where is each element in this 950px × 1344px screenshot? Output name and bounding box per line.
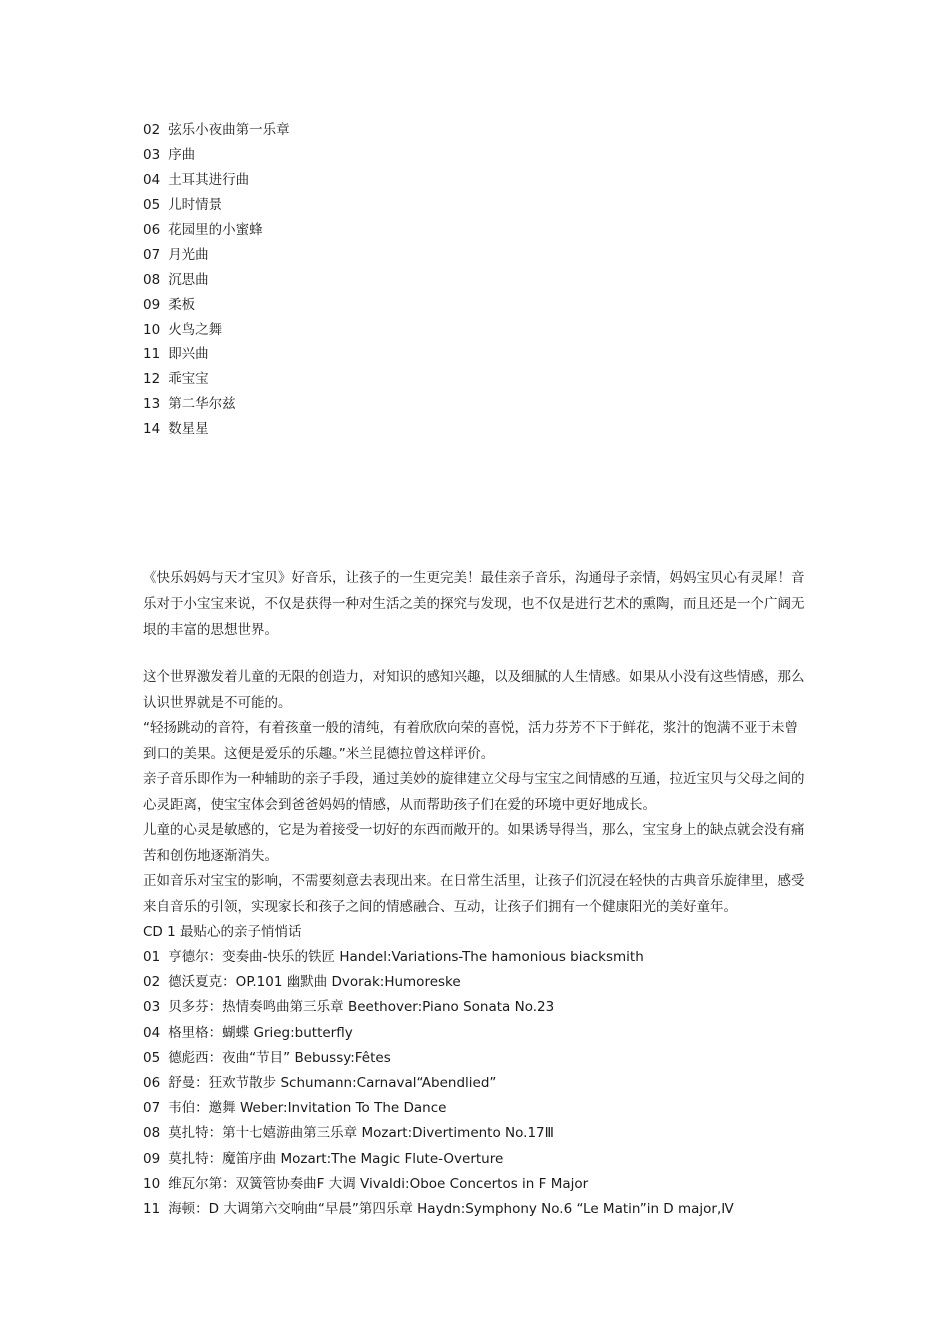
- list-item: [143, 1147, 808, 1172]
- track-title: 海顿：D 大调第六交响曲“早晨”第四乐章 Haydn:Symphony No.6 “Le Matin”in D major,Ⅳ: [168, 1200, 734, 1217]
- list-item: [143, 318, 803, 343]
- list-item: [143, 143, 803, 168]
- list-item: [143, 293, 803, 318]
- track-title: 莫扎特：魔笛序曲 Mozart:The Magic Flute-Overture: [168, 1150, 504, 1167]
- track-number: 09: [143, 1150, 161, 1167]
- track-number: 10: [143, 1175, 161, 1192]
- track-title: 贝多芬：热情奏鸣曲第三乐章 Beethover:Piano Sonata No.23: [168, 999, 555, 1016]
- track-number: 08: [143, 1125, 161, 1142]
- list-item: [143, 1046, 808, 1071]
- track-title: 乖宝宝: [168, 371, 209, 388]
- track-title: 柔板: [168, 296, 196, 313]
- track-number: 10: [143, 321, 161, 338]
- track-title: 即兴曲: [168, 346, 209, 363]
- track-number: 04: [143, 1024, 161, 1041]
- list-item: [143, 417, 803, 442]
- list-item: [143, 268, 803, 293]
- track-title: 舒曼：狂欢节散步 Schumann:Carnaval“Abendlied”: [168, 1074, 497, 1091]
- track-number: 04: [143, 171, 161, 188]
- cd1-title: CD 1 最贴心的亲子悄悄话: [143, 924, 302, 940]
- track-title: 第二华尔兹: [168, 396, 236, 413]
- track-title: 莫扎特：第十七嬉游曲第三乐章 Mozart:Divertimento No.17Ⅲ: [168, 1125, 554, 1142]
- track-number: 01: [143, 949, 161, 965]
- track-number: 11: [143, 346, 161, 363]
- list-item: [143, 1071, 808, 1096]
- body-paragraph: 亲子音乐即作为一种辅助的亲子手段，通过美妙的旋律建立父母与宝宝之间情感的互通，拉近宝贝与父母之间的心灵距离，使宝宝体会到爸爸妈妈的情感，从而帮助孩子们在爱的环境中更好地成长。: [143, 771, 805, 813]
- list-item: [143, 1121, 808, 1146]
- track-number: 05: [143, 196, 161, 213]
- track-number: 02: [143, 122, 161, 138]
- track-number: 13: [143, 396, 161, 413]
- body-paragraph: 这个世界激发着儿童的无限的创造力，对知识的感知兴趣，以及细腻的人生情感。如果从小没有这些情感，那么认识世界就是不可能的。: [143, 669, 805, 711]
- track-title: 儿时情景: [168, 196, 223, 213]
- track-number: 06: [143, 221, 161, 238]
- track-number: 11: [143, 1200, 161, 1217]
- cd1-track-list: [143, 945, 808, 1222]
- track-title: 德彪西：夜曲“节目” Bebussy:Fêtes: [168, 1049, 391, 1066]
- track-title: 沉思曲: [168, 271, 209, 288]
- track-title: 火鸟之舞: [168, 321, 223, 338]
- list-item: [143, 243, 803, 268]
- track-number: 09: [143, 296, 161, 313]
- track-number: 03: [143, 999, 161, 1016]
- body-paragraph: 正如音乐对宝宝的影响，不需要刻意去表现出来。在日常生活里，让孩子们沉浸在轻快的古典音乐旋律里，感受来自音乐的引领，实现家长和孩子之间的情感融合、互动，让孩子们拥有一个健康阳光的美好童年。: [143, 873, 805, 915]
- body-paragraph: “轻扬跳动的音符，有着孩童一般的清纯，有着欣欣向荣的喜悦，活力芬芳不下于鲜花，浆汁的饱满不亚于未曾到口的美果。这便是爱乐的乐趣。”米兰昆德拉曾这样评价。: [143, 720, 798, 762]
- track-number: 07: [143, 1100, 161, 1117]
- track-title: 维瓦尔第：双簧管协奏曲F 大调 Vivaldi:Oboe Concertos in F Major: [168, 1175, 589, 1192]
- list-item: [143, 970, 808, 995]
- list-item: [143, 367, 803, 392]
- track-number: 06: [143, 1074, 161, 1091]
- track-number: 14: [143, 421, 161, 438]
- body-text: [143, 665, 808, 1222]
- track-number: 12: [143, 371, 161, 388]
- list-item: [143, 392, 803, 417]
- track-title: 弦乐小夜曲第一乐章: [168, 122, 290, 138]
- track-title: 月光曲: [168, 246, 209, 263]
- list-item: [143, 342, 803, 367]
- track-title: 格里格：蝴蝶 Grieg:butterfly: [168, 1024, 353, 1041]
- list-item: [143, 1197, 808, 1222]
- list-item: [143, 945, 808, 970]
- track-number: 03: [143, 146, 161, 163]
- track-title: 土耳其进行曲: [168, 171, 250, 188]
- list-item: [143, 1021, 808, 1046]
- list-item: [143, 193, 803, 218]
- track-number: 08: [143, 271, 161, 288]
- track-number: 02: [143, 974, 161, 991]
- list-item: [143, 168, 803, 193]
- track-title: 花园里的小蜜蜂: [168, 221, 263, 238]
- track-title: 德沃夏克：OP.101 幽默曲 Dvorak:Humoreske: [168, 974, 461, 991]
- list-item: [143, 1096, 808, 1121]
- body-paragraph: 儿童的心灵是敏感的，它是为着接受一切好的东西而敞开的。如果诱导得当，那么，宝宝身上的缺点就会没有痛苦和创伤地逐渐消失。: [143, 822, 805, 864]
- track-title: 韦伯：邀舞 Weber:Invitation To The Dance: [168, 1100, 447, 1117]
- track-title: 序曲: [168, 146, 196, 163]
- intro-text: 《快乐妈妈与天才宝贝》好音乐，让孩子的一生更完美！最佳亲子音乐，沟通母子亲情，妈妈宝贝心有灵犀！音乐对于小宝宝来说，不仅是获得一种对生活之美的探究与发现，也不仅是进行艺术的熏陶，而且还是一个广阔无垠的丰富的思想世界。: [143, 570, 805, 638]
- track-list: [143, 118, 803, 442]
- track-number: 05: [143, 1049, 161, 1066]
- list-item: [143, 118, 803, 143]
- track-title: 亨德尔：变奏曲-快乐的铁匠 Handel:Variations-The hamonious biacksmith: [168, 949, 644, 965]
- track-title: 数星星: [168, 421, 209, 438]
- list-item: [143, 995, 808, 1020]
- track-number: 07: [143, 246, 161, 263]
- intro-paragraph: [143, 565, 808, 643]
- list-item: [143, 218, 803, 243]
- list-item: [143, 1172, 808, 1197]
